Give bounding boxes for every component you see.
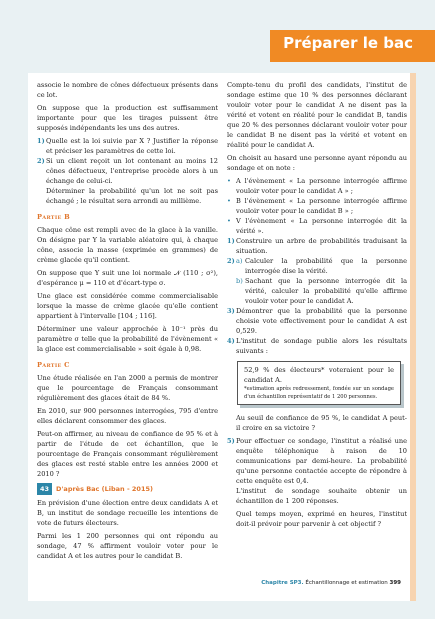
paragraph: En prévision d'une élection entre deux candidats A et B, un institut de sondage recueille les intentions de vote de futurs électeurs. [37,499,218,527]
paragraph: Chaque cône est rempli avec de la glace à la vanille. On désigne par Y la variable aléatoire qui, à chaque cône, associe la masse (exprimée en grammes) de crème glacée qu'il contient. [37,226,218,264]
question-5: 5) Pour effectuer ce sondage, l'institut a réalisé une enquête téléphonique à raison de 10 communications par demi-heure. La probabilité qu'une personne contactée accepte de répondre à cette enquête est 0,4. [227,437,407,485]
paragraph: Peut-on affirmer, au niveau de confiance de 95 % et à partir de l'étude de cet échantillon, que le pourcentage de Français consommant régulièrement des glaces est resté stable entre les années 2000 et 2010 ? [37,430,218,478]
paragraph: Quel temps moyen, exprimé en heures, l'institut doit-il prévoir pour parvenir à cet objectif ? [236,510,407,528]
result-footnote: *estimation après redressement, fondée sur un sondage d'un échantillon représentatif de 1 200 personnes. [244,386,394,400]
paragraph: Compte-tenu du profil des candidats, l'institut de sondage estime que 10 % des personnes déclarant vouloir voter pour le candidat A ne disent pas la vérité et votent en réalité pour le candidat B, tandis que 20 % des personnes déclarant vouloir voter pour le candidat B ne disent pas la vérité et votent en réalité pour le candidat A. [227,81,407,149]
paragraph: Une glace est considérée comme commercialisable lorsque la masse de crème glacée qu'elle contient appartient à l'intervalle [104 ; 116]. [37,292,218,320]
paragraph: L'institut de sondage souhaite obtenir un échantillon de 1 200 réponses. [236,487,407,505]
paragraph: Au seuil de confiance de 95 %, le candidat A peut-il croire en sa victoire ? [236,414,407,432]
page-footer [225,580,401,586]
paragraph: Parmi les 1 200 personnes qui ont répondu au sondage, 47 % affirment vouloir voter pour le candidat A et les autres pour le candidat B. [37,532,218,560]
right-column [227,80,407,532]
paragraph: On suppose que la production est suffisamment importante pour que les tirages puissent être supposés indépendants les uns des autres. [37,104,218,132]
left-column [37,80,218,564]
exercise-title: D'après Bac (Liban - 2015) [56,485,153,493]
paragraph: associe le nombre de cônes défectueux présents dans ce lot. [37,81,218,99]
top-band [0,0,435,26]
footer-chapter: Chapitre SP3. [261,580,304,586]
part-c-heading: Partie C [37,361,70,369]
paragraph: Déterminer une valeur approchée à 10⁻¹ près du paramètre σ telle que la probabilité de l'évènement « la glace est commercialisable » soit égale à 0,98. [37,325,218,353]
question-1: 1) Construire un arbre de probabilités traduisant la situation. [227,237,407,255]
event-b: • B l'évènement « La personne interrogée affirme vouloir voter pour le candidat B » ; [227,197,407,215]
question-1: 1) Quelle est la loi suivie par X ? Justifier la réponse et préciser les paramètres de cette loi. [37,137,218,155]
paragraph: Une étude réalisée en l'an 2000 a permis de montrer que le pourcentage de Français consommant régulièrement des glaces était de 84 %. [37,374,218,402]
page-title: Préparer le bac [283,34,413,52]
question-2a: 2) a) Calculer la probabilité que la personne interrogée dise la vérité. [227,257,407,275]
result-text: 52,9 % des électeurs* voteraient pour le candidat A. [244,366,394,384]
question-3: 3) Démontrer que la probabilité que la personne choisie vote effectivement pour le candidat A est 0,529. [227,307,407,335]
question-2b: b) Sachant que la personne interrogée dit la vérité, calculer la probabilité qu'elle affirme vouloir voter pour le candidat A. [236,277,407,305]
event-v: • V l'évènement « La personne interrogée dit la vérité ». [227,217,407,235]
exercise-header [37,483,218,495]
result-box [237,361,401,405]
question-4: 4) L'institut de sondage publie alors les résultats suivants : [227,337,407,355]
exercise-number-badge: 43 [37,483,52,495]
margin-tab [410,73,416,601]
event-a: • A l'évènement « La personne interrogée affirme vouloir voter pour le candidat A » ; [227,177,407,195]
paragraph: On suppose que Y suit une loi normale 𝒩 (110 ; σ²), d'espérance μ = 110 et d'écart-type σ. [37,269,218,287]
paragraph: En 2010, sur 900 personnes interrogées, 795 d'entre elles déclarent consommer des glaces. [37,407,218,425]
paragraph: On choisit au hasard une personne ayant répondu au sondage et on note : [227,154,407,172]
footer-title: Échantillonnage et estimation [305,580,388,586]
part-b-heading: Partie B [37,213,71,221]
question-2: 2) Si un client reçoit un lot contenant au moins 12 cônes défectueux, l'entreprise procède alors à un échange de celui-ci. Déterminer la probabilité qu'un lot ne soit pas échangé ; le résultat sera arrondi au millième. [37,157,218,205]
page-number: 399 [389,580,401,586]
